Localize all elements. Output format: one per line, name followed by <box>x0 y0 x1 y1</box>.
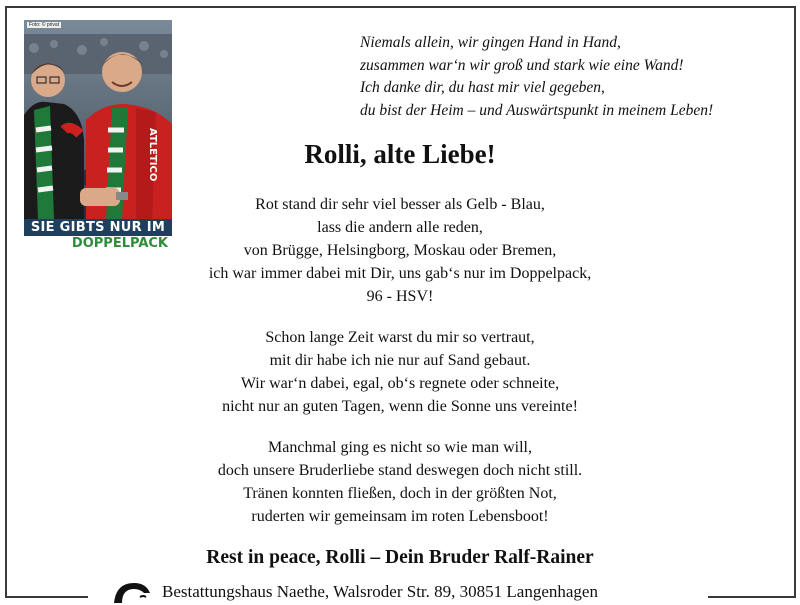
motto-line: Niemals allein, wir gingen Hand in Hand, <box>360 34 621 51</box>
poem-line: lass die andern alle reden, <box>317 219 483 236</box>
poem-line: Tränen konnten fließen, doch in der größten Not, <box>243 485 557 502</box>
poem-line: Wir war‘n dabei, egal, ob‘s regnete oder schneite, <box>240 375 560 392</box>
poem-line: doch unsere Bruderliebe stand deswegen doch nicht still. <box>217 462 583 479</box>
poem-line: Schon lange Zeit warst du mir so vertraut, <box>265 329 535 346</box>
poem-line: ruderten wir gemeinsam im roten Lebensboot! <box>251 508 549 525</box>
motto-line: du bist der Heim – und Auswärtspunkt in meinem Leben! <box>360 101 714 119</box>
funeral-home-address: Bestattungshaus Naethe, Walsroder Str. 89, 30851 Langenhagen <box>162 582 598 601</box>
poem-line: 96 - HSV! <box>366 288 434 305</box>
poem-stanza-1 <box>150 193 650 308</box>
photo-banner-line2: DOPPELPACK <box>71 236 168 251</box>
funeral-home-footer <box>108 579 708 605</box>
poem-line: von Brügge, Helsingborg, Moskau oder Bremen, <box>243 242 557 259</box>
signature: Rest in peace, Rolli – Dein Bruder Ralf-Rainer <box>206 547 594 568</box>
notice-title: Rolli, alte Liebe! <box>304 139 496 169</box>
poem-stanza-3 <box>150 436 650 528</box>
poem-line: Rot stand dir sehr viel besser als Gelb - Blau, <box>255 196 545 213</box>
scarf-text: ATLETICO <box>147 128 158 182</box>
poem-line: mit dir habe ich nie nur auf Sand gebaut. <box>269 352 531 369</box>
motto-verse <box>360 32 790 122</box>
photo-credit-strip <box>24 20 172 34</box>
photo-banner-line1: SIE GIBTS NUR IM <box>24 219 172 236</box>
poem-line: Manchmal ging es nicht so wie man will, <box>268 439 532 456</box>
motto-line: zusammen war‘n wir groß und stark wie eine Wand! <box>360 56 684 74</box>
poem-stanza-2 <box>150 326 650 418</box>
photo-credit: Foto: © privat <box>29 22 60 28</box>
arch-logo-icon <box>110 579 152 603</box>
poem-line: nicht nur an guten Tagen, wenn die Sonne uns vereinte! <box>222 398 578 415</box>
poem-line: ich war immer dabei mit Dir, uns gab‘s nur im Doppelpack, <box>208 265 592 282</box>
motto-line: Ich danke dir, du hast mir viel gegeben, <box>360 79 605 96</box>
